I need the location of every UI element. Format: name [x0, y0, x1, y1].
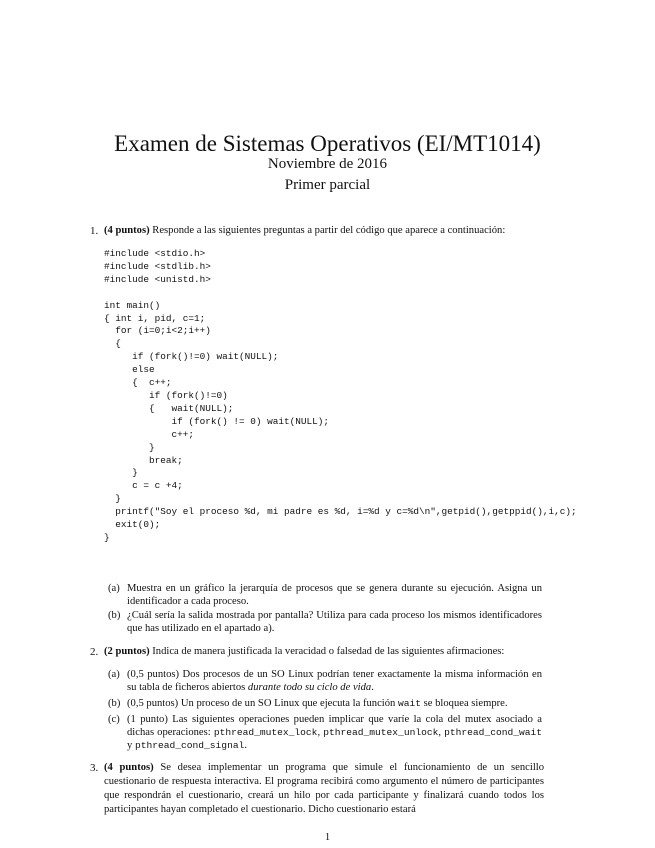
- question-2a-text: [127, 668, 542, 694]
- question-2c-sep-1: ,: [317, 727, 324, 738]
- question-2-number: 2.: [90, 646, 99, 658]
- code-listing: #include <stdio.h> #include <stdlib.h> #include <unistd.h> int main() { int i, pid, c=1; for (i=0;i<2;i++) { if (fork()!=0) wait(NULL); else { c++; if (fork()!=0) { wait(NULL); if (fork() != 0) wait(NULL); c++; } break; } c = c +4; } printf("Soy el proceso %d, mi padre es %d, i=%d y c=%d\n",getpid(),getppid(),i,c); exit(0); }: [104, 248, 577, 543]
- question-2c-sep-3: y: [127, 740, 135, 751]
- exam-date: Noviembre de 2016: [267, 156, 388, 172]
- question-1-statement: Responde a las siguientes preguntas a partir del código que aparece a continuación:: [149, 225, 506, 236]
- page-number: 1: [324, 832, 331, 843]
- question-2c-code-4: pthread_cond_signal: [134, 740, 245, 751]
- question-2c-text: [127, 713, 542, 752]
- question-1b-label: (b): [108, 610, 121, 621]
- question-1a-label: (a): [108, 583, 120, 594]
- exam-title: Examen de Sistemas Operativos (EI/MT1014): [114, 131, 541, 156]
- question-3-statement: Se desea implementar un programa que simule el funcionamiento de un sencillo cuestionario de respuesta interactiva. El programa recibirá como argumento el número de participantes que respondrán el cuestionario, creará un hilo por cada participante y finalizará cuando todos los participantes hayan completado el cuestionario. Dicho cuestionario estará: [104, 762, 545, 815]
- question-1-text: [104, 224, 544, 238]
- question-2a-label: (a): [108, 669, 120, 680]
- question-2-points: (2 puntos): [104, 646, 150, 657]
- question-1-number: 1.: [90, 225, 99, 237]
- question-3-number: 3.: [90, 762, 99, 774]
- question-1-points: (4 puntos): [104, 225, 150, 236]
- question-2-text: [104, 645, 544, 659]
- question-2a-emphasis: durante todo su ciclo de vida: [247, 682, 372, 693]
- question-2c-code-1: pthread_mutex_lock: [213, 727, 318, 738]
- question-2c-sep-2: ,: [438, 727, 445, 738]
- question-2c-label: (c): [108, 714, 120, 725]
- question-2c-statement: (1 punto) Las siguientes operaciones pueden implicar que varíe la cola del mutex asociado a dichas operaciones:: [127, 714, 542, 738]
- question-2c-code-2: pthread_mutex_unlock: [323, 727, 439, 738]
- question-2a-end: .: [371, 682, 374, 693]
- question-1a-text: Muestra en un gráfico la jerarquía de procesos que se genera durante su ejecución. Asigna un identificador a cada proceso.: [127, 583, 542, 607]
- exam-subtitle: Primer parcial: [284, 177, 371, 193]
- question-2c-end: .: [244, 740, 247, 751]
- question-2a-statement: (0,5 puntos) Dos procesos de un SO Linux podrían tener exactamente la misma información en su tabla de ficheros abiertos: [127, 669, 542, 693]
- question-2b-label: (b): [108, 698, 121, 709]
- question-2b-statement: (0,5 puntos) Un proceso de un SO Linux que ejecuta la función: [127, 698, 398, 709]
- question-2b-text: [127, 697, 542, 710]
- question-3-points: (4 puntos): [104, 762, 154, 773]
- question-2-statement: Indica de manera justificada la veracidad o falsedad de las siguientes afirmaciones:: [149, 646, 505, 657]
- question-3-text: [104, 761, 544, 817]
- question-1b-text: ¿Cuál sería la salida mostrada por pantalla? Utiliza para cada proceso los mismos identificadores que has utilizado en el apartado a).: [127, 610, 542, 634]
- question-2c-code-3: pthread_cond_wait: [444, 727, 543, 738]
- question-2b-code: wait: [397, 698, 421, 709]
- question-2b-end: se bloquea siempre.: [421, 698, 508, 709]
